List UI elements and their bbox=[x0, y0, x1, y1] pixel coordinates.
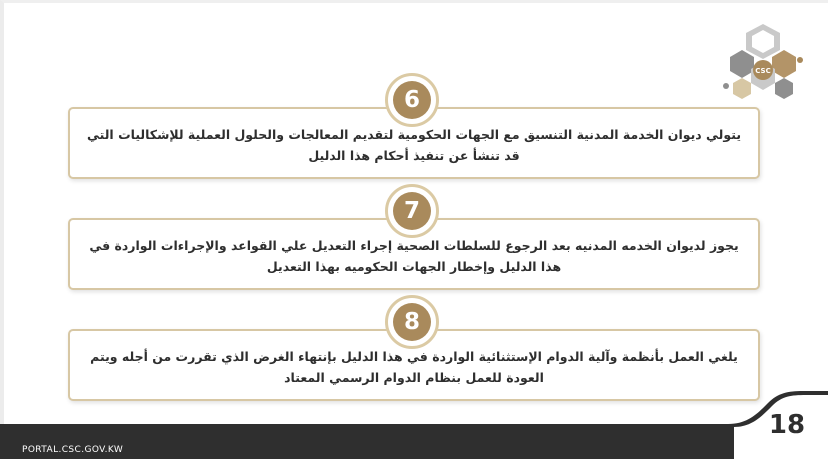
logo-text: CSC bbox=[755, 67, 771, 75]
number-badge-7 bbox=[385, 184, 439, 238]
page-number: 18 bbox=[768, 410, 806, 440]
badge-number: 6 bbox=[393, 81, 431, 119]
badge-number: 7 bbox=[393, 192, 431, 230]
portal-url[interactable]: PORTAL.CSC.GOV.KW bbox=[22, 445, 124, 455]
csc-logo-icon bbox=[718, 20, 808, 102]
number-badge-6 bbox=[385, 73, 439, 127]
rule-text: يلغي العمل بأنظمة وآلية الدوام الإستثنائية الواردة في هذا الدليل بإنتهاء الغرض الذي تقررت من أجله ويتم العودة للعمل بنظام الدوام الرسمي المعتاد bbox=[90, 349, 738, 385]
rule-text: يتولي ديوان الخدمة المدنية التنسيق مع الجهات الحكومية لتقديم المعالجات والحلول العملية للإشكاليات التي قد تنشأ عن تنفيذ أحكام هذا الدليل bbox=[86, 127, 742, 163]
csc-logo bbox=[718, 20, 808, 102]
rule-text: يجوز لديوان الخدمه المدنيه بعد الرجوع للسلطات الصحية إجراء التعديل علي القواعد والإجراءات الواردة في هذا الدليل وإخطار الجهات الحكوميه بهذا التعديل bbox=[89, 238, 739, 274]
number-badge-8 bbox=[385, 295, 439, 349]
footer-bar bbox=[0, 424, 828, 459]
badge-number: 8 bbox=[393, 303, 431, 341]
